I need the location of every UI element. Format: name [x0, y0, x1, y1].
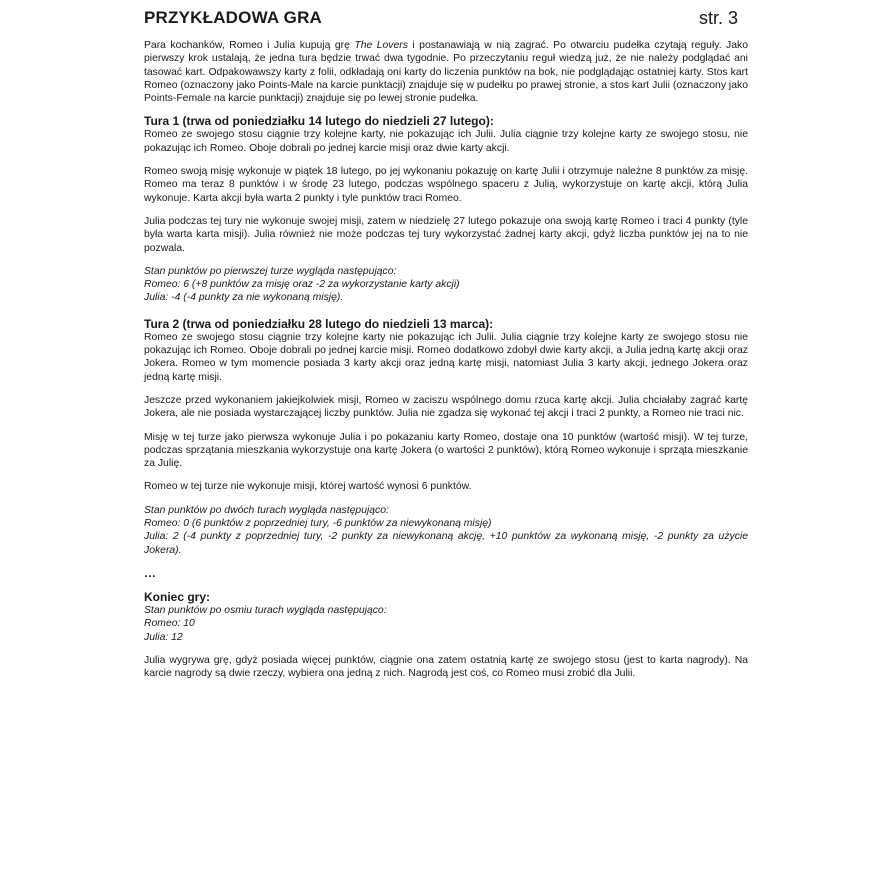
tura1-paragraph-2: Romeo swoją misję wykonuje w piątek 18 lutego, po jej wykonaniu pokazuję on kartę Julii i otrzymuje należne 8 punktów za misję. Romeo ma teraz 8 punktów i w środę 23 lutego, podczas wspólnego spaceru z Julią, wykorzystuje on kartę akcji, którą Julia wykonuje. Karta akcji była warta 2 punkty i tyle punktów traci Romeo.	[144, 166, 748, 204]
koniec-score-julia: Julia: 12	[144, 631, 183, 643]
tura2-score-julia: Julia: 2 (-4 punkty z poprzedniej tury, -2 punkty za niewykonaną akcję, +10 punktów za wykonaną misję, -2 punkty za użycie Jokera).	[144, 531, 748, 556]
tura2-paragraph-3: Misję w tej turze jako pierwsza wykonuje Julia i po pokazaniu karty Romeo, dostaje ona 10 punktów (wartość misji). W tej turze, podczas sprzątania mieszkania wykorzystuje ona kartę Jokera (o wartości 2 punktów), którą Romeo wykonuje i sprząta mieszkanie za Julię.	[144, 431, 748, 470]
tura2-score-romeo: Romeo: 0 (6 punktów z poprzedniej tury, -6 punktów za niewykonaną misję)	[144, 518, 492, 530]
tura1-score-julia: Julia: -4 (-4 punkty za nie wykonaną misję).	[144, 292, 344, 304]
tura1-score-romeo: Romeo: 6 (+8 punktów za misję oraz -2 za wykorzystanie karty akcji)	[144, 279, 460, 291]
koniec-heading: Koniec gry:	[144, 589, 211, 604]
intro-text-end: i postanawiają w nią zagrać. Po otwarciu pudełka czytają reguły. Jako pierwszy krok ustalają, że jedna tura będzie trwać dwa tygodnie. Po przeczytaniu reguł wiedzą już, że nie należy podglądać ani tasować kart. Odpakowawszy karty z folii, odkładają oni karty do liczenia punktów na bok, nie podglądając ostatniej karty. Stos kart Romeo (oznaczony jako Points-Male na karcie punktacji) znajduje się w pudełku po prawej stronie, a stos kart Julii (oznaczony jako Points-Female na karcie punktacji) znajduje się po lewej stronie pudełka.	[144, 40, 748, 105]
ellipsis: …	[144, 565, 157, 580]
tura2-paragraph-1: Romeo ze swojego stosu ciągnie trzy kolejne karty nie pokazując ich Julii. Julia ciągnie trzy kolejne karty ze swojego stosu nie pokazując ich Romeo. Oboje dobrali po jednej karcie misji. Romeo dodatkowo zdobył dwie karty akcji, a Julia jedną kartę akcji oraz Jokera. Romeo w tym momencie posiada 3 karty akcji oraz jedną kartę misji, natomiast Julia 3 karty akcji, jednego Jokera oraz jedną kartę misji.	[144, 331, 748, 383]
tura1-heading: Tura 1 (trwa od poniedziałku 14 lutego do niedzieli 27 lutego):	[144, 114, 494, 129]
intro-paragraph	[144, 39, 748, 105]
tura1-paragraph-1: Romeo ze swojego stosu ciągnie trzy kolejne karty, nie pokazując ich Julii. Julia ciągnie trzy kolejne karty ze swojego stosu, nie pokazując ich Romeo. Oboje dobrali po jednej karcie misji oraz dwie karty akcji.	[144, 129, 748, 154]
koniec-score-romeo: Romeo: 10	[144, 618, 195, 630]
tura2-paragraph-2: Jeszcze przed wykonaniem jakiejkolwiek misji, Romeo w zaciszu wspólnego domu rzuca kartę akcji. Julia chciałaby zagrać kartę Jokera, ale nie posiada wystarczającej liczby punktów. Julia nie zgadza się wykonać tej akcji i traci 2 punkty, a Romeo nie traci nic.	[144, 394, 748, 420]
tura2-paragraph-4: Romeo w tej turze nie wykonuje misji, której wartość wynosi 6 punktów.	[144, 481, 472, 493]
page-number: str. 3	[698, 8, 738, 28]
page-title: PRZYKŁADOWA GRA	[144, 8, 323, 27]
koniec-paragraph: Julia wygrywa grę, gdyż posiada więcej punktów, ciągnie ona zatem ostatnią kartę ze swojego stosu (jest to karta nagrody). Na karcie nagrody są dwie rzeczy, wybiera ona jedną z nich. Nagrodą jest coś, co Romeo musi zrobić dla Julii.	[144, 654, 748, 680]
tura2-score-intro: Stan punktów po dwóch turach wygląda następująco:	[144, 504, 389, 516]
tura1-paragraph-3: Julia podczas tej tury nie wykonuje swojej misji, zatem w niedzielę 27 lutego pokazuje ona swoją kartę Romeo i traci 4 punkty (tyle była warta karta misji). Julia również nie może podczas tej tury wykorzystać żadnej karty akcji, gdyż liczba punktów jej na to nie pozwala.	[144, 215, 748, 254]
tura2-heading: Tura 2 (trwa od poniedziałku 28 lutego do niedzieli 13 marca):	[144, 316, 494, 331]
intro-text-start: Para kochanków, Romeo i Julia kupują grę	[144, 40, 355, 51]
game-title: The Lovers	[354, 40, 408, 51]
koniec-score-intro: Stan punktów po osmiu turach wygląda następująco:	[144, 604, 387, 616]
document-page	[144, 8, 748, 680]
page-header	[144, 8, 748, 30]
tura1-score-intro: Stan punktów po pierwszej turze wygląda następująco:	[144, 265, 397, 277]
